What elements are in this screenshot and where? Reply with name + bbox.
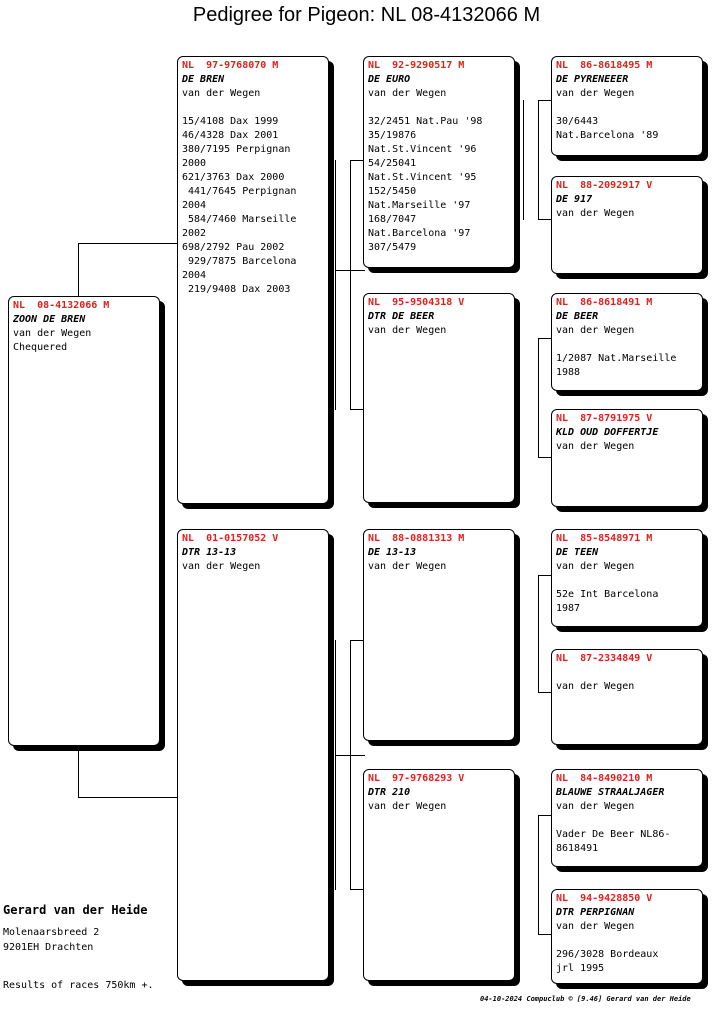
breeder-name: Gerard van der Heide xyxy=(3,903,148,917)
pigeon-owner: van der Wegen xyxy=(368,561,447,572)
pigeon-card-ddd[interactable] xyxy=(551,889,703,984)
pigeon-owner: van der Wegen xyxy=(368,325,447,336)
pigeon-name: DTR DE BEER xyxy=(368,311,435,322)
pigeon-card-sire[interactable] xyxy=(177,56,329,504)
pigeon-color: Chequered xyxy=(13,342,68,353)
race-results: Vader De Beer NL86- 8618491 xyxy=(556,829,671,854)
page-title: Pedigree for Pigeon: NL 08-4132066 M xyxy=(192,4,541,26)
connector xyxy=(538,575,539,693)
connector xyxy=(78,243,79,297)
pigeon-card-subject[interactable] xyxy=(8,296,160,746)
pigeon-card-dam[interactable] xyxy=(177,529,329,981)
race-results: 296/3028 Bordeaux jrl 1995 xyxy=(556,949,659,974)
connector xyxy=(78,797,178,798)
pigeon-owner: van der Wegen xyxy=(556,921,635,932)
race-results: 30/6443 Nat.Barcelona '89 xyxy=(556,116,659,141)
pigeon-owner: van der Wegen xyxy=(182,88,261,99)
connector xyxy=(523,100,524,220)
ring-number: NL 97-9768293 V xyxy=(368,773,465,784)
connector xyxy=(335,640,336,890)
pigeon-owner: van der Wegen xyxy=(368,801,447,812)
pigeon-owner: van der Wegen xyxy=(556,88,635,99)
results-note: Results of races 750km +. xyxy=(3,980,154,991)
pigeon-name: DTR 13-13 xyxy=(182,547,237,558)
pigeon-card-sire-dam[interactable] xyxy=(363,293,515,503)
connector xyxy=(538,338,539,458)
connector xyxy=(538,815,539,935)
breeder-city: 9201EH Drachten xyxy=(3,942,94,953)
pigeon-owner: van der Wegen xyxy=(13,328,92,339)
connector xyxy=(350,160,351,410)
connector xyxy=(335,160,336,410)
print-meta: 04-10-2024 Compuclub © [9.46] Gerard van der Heide xyxy=(480,995,691,1003)
ring-number: NL 88-0881313 M xyxy=(368,533,465,544)
pigeon-name: DE EURO xyxy=(368,74,411,85)
connector xyxy=(538,100,539,220)
pigeon-owner: van der Wegen xyxy=(368,88,447,99)
pigeon-owner: van der Wegen xyxy=(556,561,635,572)
connector xyxy=(350,640,351,890)
pigeon-card-ssd[interactable] xyxy=(551,176,703,274)
pigeon-name: DTR 210 xyxy=(368,787,411,798)
race-results: 1/2087 Nat.Marseille 1988 xyxy=(556,353,677,378)
pigeon-owner: van der Wegen xyxy=(556,681,635,692)
connector xyxy=(78,243,178,244)
ring-number: NL 01-0157052 V xyxy=(182,533,279,544)
pigeon-name: DE PYRENEEER xyxy=(556,74,629,85)
pigeon-card-sire-sire[interactable] xyxy=(363,56,515,268)
pigeon-name: DE BREN xyxy=(182,74,225,85)
pigeon-name: KLD OUD DOFFERTJE xyxy=(556,427,659,438)
pigeon-card-sdd[interactable] xyxy=(551,409,703,507)
ring-number: NL 86-8618495 M xyxy=(556,60,653,71)
ring-number: NL 95-9504318 V xyxy=(368,297,465,308)
pigeon-name: DE 13-13 xyxy=(368,547,417,558)
pigeon-owner: van der Wegen xyxy=(556,801,635,812)
pigeon-name: DE BEER xyxy=(556,311,599,322)
ring-number: NL 84-8490210 M xyxy=(556,773,653,784)
race-results: 32/2451 Nat.Pau '98 35/19876 Nat.St.Vincent '96 54/25041 Nat.St.Vincent '95 152/5450 Nat.Marseille '97 168/7047 Nat.Barcelona '97 307/5479 xyxy=(368,116,483,253)
pigeon-name: ZOON DE BREN xyxy=(13,314,86,325)
ring-number: NL 88-2092917 V xyxy=(556,180,653,191)
pigeon-name: DE TEEN xyxy=(556,547,599,558)
ring-number: NL 94-9428850 V xyxy=(556,893,653,904)
pigeon-card-dds[interactable] xyxy=(551,769,703,867)
ring-number: NL 87-8791975 V xyxy=(556,413,653,424)
ring-number: NL 97-9768070 M xyxy=(182,60,279,71)
race-results: 52e Int Barcelona 1987 xyxy=(556,589,659,614)
pigeon-card-sss[interactable] xyxy=(551,56,703,156)
pigeon-card-dss[interactable] xyxy=(551,529,703,627)
pigeon-card-dsd[interactable] xyxy=(551,649,703,745)
pigeon-owner: van der Wegen xyxy=(556,441,635,452)
pigeon-name: DE 917 xyxy=(556,194,593,205)
pigeon-owner: van der Wegen xyxy=(556,208,635,219)
ring-number: NL 86-8618491 M xyxy=(556,297,653,308)
pigeon-name: DTR PERPIGNAN xyxy=(556,907,635,918)
pigeon-name xyxy=(556,666,698,680)
ring-number: NL 92-9290517 M xyxy=(368,60,465,71)
pigeon-card-sds[interactable] xyxy=(551,293,703,391)
pigeon-owner: van der Wegen xyxy=(182,561,261,572)
breeder-address xyxy=(3,925,99,955)
pigeon-name: BLAUWE STRAALJAGER xyxy=(556,787,665,798)
breeder-street: Molenaarsbreed 2 xyxy=(3,927,100,938)
ring-number: NL 85-8548971 M xyxy=(556,533,653,544)
pigeon-owner: van der Wegen xyxy=(556,325,635,336)
ring-number: NL 08-4132066 M xyxy=(13,300,110,311)
pigeon-card-dam-sire[interactable] xyxy=(363,529,515,741)
pigeon-card-dam-dam[interactable] xyxy=(363,769,515,981)
ring-number: NL 87-2334849 V xyxy=(556,653,653,664)
race-results: 15/4108 Dax 1999 46/4328 Dax 2001 380/7195 Perpignan 2000 621/3763 Dax 2000 441/7645 Perpignan 2004 584/7460 Marseille 2002 698/2792 Pau 2002 929/7875 Barcelona 2004 219/9408 Dax 2003 xyxy=(182,116,297,295)
connector xyxy=(78,745,79,797)
